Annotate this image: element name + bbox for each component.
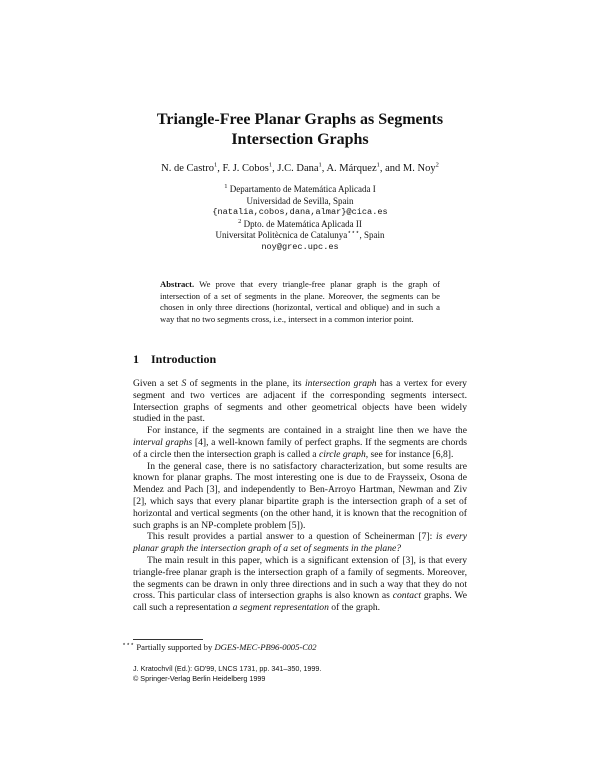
footnote bbox=[122, 642, 317, 653]
author: M. Noy bbox=[402, 163, 436, 174]
author-affil-mark: 1 bbox=[268, 161, 273, 169]
author: N. de Castro bbox=[161, 163, 214, 174]
text-run: The main result in this paper, which is a significant extension of [3], is that every triangle-free planar graph is the intersection graph of a family of segments. Moreover, the segments can be drawn in only three directions and in such a way that they do not cross. This particular class of intersection graphs is also known as bbox=[133, 554, 467, 602]
publication-citation: J. Kratochvíl (Ed.): GD'99, LNCS 1731, pp. 341–350, 1999. bbox=[133, 664, 322, 673]
footnote-mark: ⋆⋆⋆ bbox=[122, 641, 135, 649]
text-run: This result provides a partial answer to a question of Scheinerman [7]: bbox=[147, 531, 437, 543]
affil-mark: 2 bbox=[238, 217, 242, 225]
affil-email: noy@grec.upc.es bbox=[261, 241, 339, 252]
text-run: has a vertex for every segment and two vertices are adjacent if the corresponding segments intersect. Intersection graphs of segments and other geometrical objects have been widely studied in the past. bbox=[133, 378, 467, 425]
emphasis: circle graph bbox=[318, 448, 366, 460]
section-title: Introduction bbox=[151, 352, 217, 366]
author-list bbox=[0, 162, 600, 176]
author: J.C. Dana bbox=[277, 163, 319, 174]
text-run: of the graph. bbox=[328, 602, 381, 614]
text-run: Given a set bbox=[133, 378, 182, 389]
abstract bbox=[160, 279, 440, 325]
paragraph: In the general case, there is no satisfactory characterization, but some results are known for planar graphs. The most interesting one is due to de Fraysseix, Osona de Mendez and Pach [3], and independently to Ben-Arroyo Hartman, Newman and Ziv [2], which says that every planar bipartite graph is the intersection graph of a set of horizontal and vertical segments (on the other hand, it is known that the recognition of such graphs is an NP-complete problem [5]). bbox=[133, 460, 467, 531]
abstract-text: We prove that every triangle-free planar graph is the graph of intersection of a set of segments in the plane. Moreover, the segments can be chosen in only three directions (horizontal, vertical and oblique) and in such a way that no two segments cross, i.e., intersect in a common interior point. bbox=[160, 279, 440, 324]
paragraph bbox=[133, 531, 467, 555]
author-separator: , bbox=[217, 163, 223, 174]
affil-mark: 1 bbox=[224, 183, 228, 190]
paragraph bbox=[133, 425, 467, 460]
publication-info bbox=[133, 664, 321, 683]
text-run: , see for instance [6,8]. bbox=[365, 448, 454, 460]
footnote-rule bbox=[133, 639, 203, 640]
author-separator: , and bbox=[379, 163, 403, 174]
section-number: 1 bbox=[133, 352, 139, 366]
paragraph bbox=[133, 555, 467, 614]
publication-copyright: © Springer-Verlag Berlin Heidelberg 1999 bbox=[133, 673, 266, 683]
author-affil-mark: 1 bbox=[213, 161, 218, 169]
footnote-text: Partially supported by bbox=[136, 642, 215, 652]
footnote-grant: DGES-MEC-PB96-0005-C02 bbox=[214, 642, 317, 652]
math-var: S bbox=[181, 378, 187, 389]
author: A. Márquez bbox=[326, 163, 377, 174]
section-heading bbox=[133, 352, 216, 367]
author-separator: , bbox=[321, 163, 327, 174]
title-line-2: Intersection Graphs bbox=[231, 131, 369, 148]
text-run: graphs. We call such a representation bbox=[133, 590, 467, 614]
text-run: [4], a well-known family of perfect graphs. If the segments are chords of a circle then the intersection graph is called a bbox=[133, 436, 467, 460]
title-line-1: Triangle-Free Planar Graphs as Segments bbox=[156, 111, 444, 128]
author: F. J. Cobos bbox=[222, 163, 269, 174]
text-run: of segments in the plane, its bbox=[186, 378, 306, 389]
affiliation-1 bbox=[0, 184, 600, 196]
emphasis: is every planar graph the intersection graph of a set of segments in the plane? bbox=[133, 531, 467, 555]
author-affil-mark: 1 bbox=[376, 161, 380, 169]
affil-university bbox=[0, 230, 600, 242]
emphasis: interval graphs bbox=[133, 436, 193, 448]
text-run: For instance, if the segments are contained in a straight line then we have the bbox=[147, 425, 467, 437]
author-separator: , bbox=[272, 163, 278, 174]
affil-dept: Departamento de Matemática Aplicada I bbox=[229, 184, 376, 194]
paragraph bbox=[133, 378, 467, 425]
body-text bbox=[133, 378, 467, 614]
affil-university-name: Universitat Politècnica de Catalunya bbox=[215, 230, 348, 241]
affiliations bbox=[0, 184, 600, 254]
abstract-label: Abstract. bbox=[160, 279, 195, 289]
author-affil-mark: 2 bbox=[435, 161, 439, 169]
footnote-mark: ⋆⋆⋆ bbox=[347, 229, 360, 237]
affil-dept: Dpto. de Matemática Aplicada II bbox=[243, 218, 362, 229]
paper-title bbox=[0, 110, 600, 150]
affil-university: Universidad de Sevilla, Spain bbox=[246, 195, 354, 206]
emphasis: intersection graph bbox=[305, 378, 377, 389]
emphasis: contact bbox=[392, 590, 421, 602]
emphasis: a segment representation bbox=[232, 602, 329, 614]
affil-country: , Spain bbox=[359, 230, 385, 241]
affil-email: {natalia,cobos,dana,almar}@cica.es bbox=[212, 207, 388, 218]
affiliation-2 bbox=[0, 219, 600, 231]
author-affil-mark: 1 bbox=[318, 161, 322, 169]
